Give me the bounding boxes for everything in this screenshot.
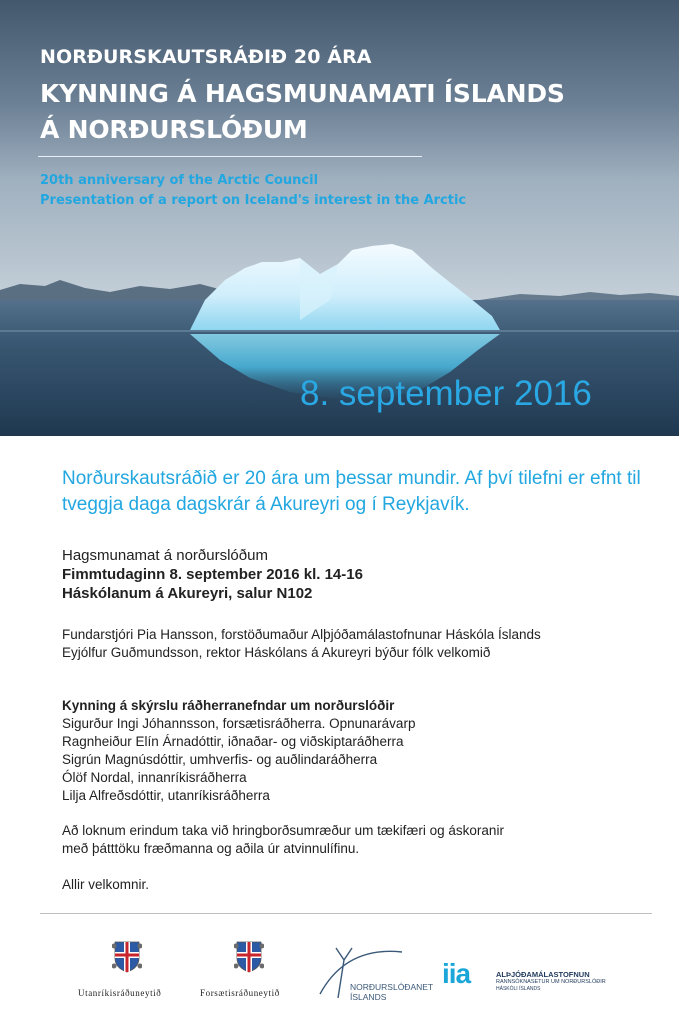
hero-english-line1: 20th anniversary of the Arctic Council: [40, 173, 319, 188]
logo-utanrikisraduneytid: Utanríkisráðuneytið: [78, 988, 162, 998]
hero-title-line2: Á NORÐURSLÓÐUM: [40, 115, 308, 144]
event-topic: Hagsmunamat á norðurslóðum: [62, 547, 268, 564]
hero-english-line2: Presentation of a report on Iceland's interest in the Arctic: [40, 193, 467, 208]
closing-line2: með þátttöku fræðmanna og aðila úr atvinnulífinu.: [62, 841, 360, 856]
hero-title-line1: KYNNING Á HAGSMUNAMATI ÍSLANDS: [40, 79, 565, 108]
host-moderator: Fundarstjóri Pia Hansson, forstöðumaður Alþjóðamálastofnunar Háskóla Íslands: [62, 627, 541, 642]
nordurslodanet-line1: NORÐURSLÓÐANET: [350, 982, 434, 992]
speaker-item: Sigurður Ingi Jóhannsson, forsætisráðherra. Opnunarávarp: [62, 716, 416, 731]
lead-paragraph: Norðurskautsráðið er 20 ára um þessar mundir. Af því tilefni er efnt til tveggja daga dagskrár á Akureyri og í Reykjavík.: [62, 468, 641, 515]
nordurslodanet-name: [350, 982, 433, 1002]
nordurslodanet-line2: ÍSLANDS: [350, 992, 387, 1002]
closing-paragraph: [62, 822, 652, 858]
hero-banner: [0, 0, 679, 436]
welcome-line: Allir velkomnir.: [62, 877, 150, 892]
host-welcome: Eyjólfur Guðmundsson, rektor Háskólans á Akureyri býður fólk velkomið: [62, 645, 491, 660]
hero-kicker: NORÐURSKAUTSRÁÐIÐ 20 ÁRA: [40, 46, 372, 68]
event-venue: Háskólanum á Akureyri, salur N102: [62, 585, 313, 602]
speaker-item: Lilja Alfreðsdóttir, utanríkisráðherra: [62, 788, 270, 803]
icelandic-coat-of-arms-icon: [234, 938, 264, 974]
speaker-item: Ólöf Nordal, innanríkisráðherra: [62, 770, 247, 785]
program-heading: Kynning á skýrslu ráðherranefndar um norðurslóðir: [62, 698, 395, 713]
hosts: [62, 626, 652, 662]
speaker-item: Ragnheiður Elín Árnadóttir, iðnaðar- og viðskiptaráðherra: [62, 734, 404, 749]
event-time: Fimmtudaginn 8. september 2016 kl. 14-16: [62, 566, 363, 583]
icelandic-coat-of-arms-icon: [112, 938, 142, 974]
iia-line2: RANNSÓKNASETUR UM NORÐURSLÓÐIR: [496, 979, 606, 985]
logo-forsaetisraduneytid: Forsætisráðuneytið: [200, 988, 280, 998]
speaker-item: Sigrún Magnúsdóttir, umhverfis- og auðlindaráðherra: [62, 752, 378, 767]
program: [62, 697, 652, 805]
event-date: 8. september 2016: [300, 374, 592, 413]
iia-logo-icon: iia: [442, 958, 471, 989]
closing-line1: Að loknum erindum taka við hringborðsumræður um tækifæri og áskoranir: [62, 823, 504, 838]
footer-divider: [40, 913, 652, 914]
welcome-text: [62, 876, 652, 894]
iia-line1: ALÞJÓÐAMÁLASTOFNUN: [496, 970, 590, 979]
iia-line3: HÁSKÓLI ÍSLANDS: [496, 986, 541, 992]
event-details: [62, 546, 652, 603]
hero-divider: [38, 156, 422, 157]
